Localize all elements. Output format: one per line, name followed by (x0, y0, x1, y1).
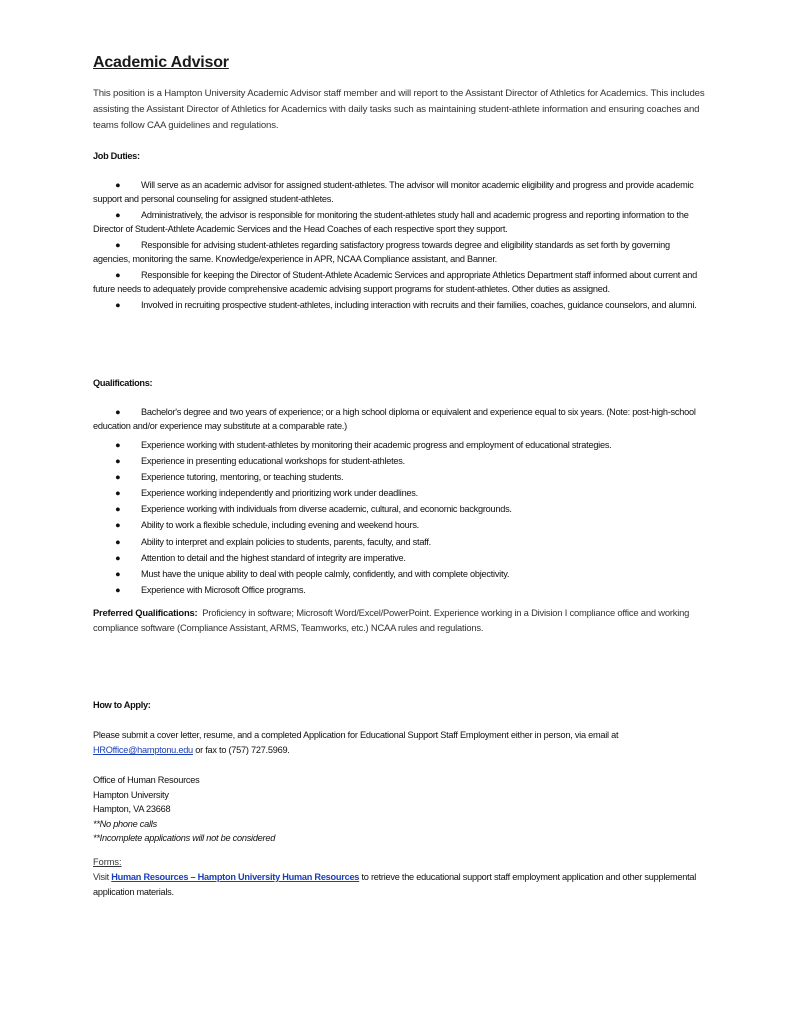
list-item (93, 566, 713, 582)
list-item (93, 485, 713, 501)
list-item (93, 501, 713, 517)
list-item-text: Ability to interpret and explain policies to students, parents, faculty, and staff. (141, 536, 431, 547)
bullet-icon: ● (115, 552, 121, 563)
list-item (93, 517, 713, 533)
bullet-icon: ● (115, 407, 121, 417)
bullet-icon: ● (115, 300, 121, 310)
preferred-qualifications (93, 605, 713, 635)
list-item (93, 405, 705, 433)
forms-lead-text: Visit (93, 872, 109, 882)
bullet-icon: ● (115, 520, 121, 531)
list-item-text: Bachelor's degree and two years of experience; or a high school diploma or equivalent and experience equal to six years. (Note: post-high-school education and/or experience may substitute at a comparable rate.) (93, 407, 696, 431)
list-item-text: Responsible for keeping the Director of Student-Athlete Academic Services and appropriate Athletics Department staff informed about current and future needs to adequately provide comprehensive academic advising support programs for student-athletes. Other duties as assigned. (93, 270, 697, 294)
bullet-icon: ● (115, 180, 121, 190)
list-item-text: Experience working with individuals from diverse academic, cultural, and economic backgrounds. (141, 504, 512, 515)
list-item (93, 178, 705, 206)
forms-text-after: to retrieve the educational support staff employment application and other supplemental application materials. (93, 872, 697, 897)
bullet-icon: ● (115, 536, 121, 547)
list-item-text: Experience working independently and prioritizing work under deadlines. (141, 488, 418, 499)
how-to-apply-heading: How to Apply: (93, 700, 151, 710)
list-item-text: Experience working with student-athletes by monitoring their academic progress and employment of educational strategies. (141, 440, 612, 450)
list-item-text: Involved in recruiting prospective student-athletes, including interaction with recruits and their families, coaches, guidance counselors, and alumni. (141, 300, 697, 310)
address-note: **No phone calls (93, 818, 157, 829)
list-item-text: Must have the unique ability to deal with people calmly, confidently, and with complete objectivity. (141, 568, 510, 579)
list-item-text: Experience tutoring, mentoring, or teaching students. (141, 472, 344, 483)
list-item (93, 268, 705, 296)
bullet-icon: ● (115, 210, 121, 220)
list-item (93, 550, 713, 566)
list-item-text: Ability to work a flexible schedule, including evening and weekend hours. (141, 520, 419, 531)
forms-paragraph (93, 870, 713, 900)
list-item (93, 469, 713, 485)
qualifications-list (93, 437, 713, 598)
list-item (93, 453, 713, 469)
apply-text-after: or fax to (757) 727.5969. (195, 745, 290, 755)
list-item (93, 238, 705, 266)
list-item (93, 298, 705, 312)
intro-paragraph: This position is a Hampton University Academic Advisor staff member and will report to the Assistant Director of Athletics for Academics. This includes assisting the Assistant Director of Athletics for Academics with daily tasks such as maintaining student-athlete information and ensuring coaches and teams follow CAA guidelines and regulations. (93, 88, 705, 131)
list-item (93, 582, 713, 598)
apply-text-before: Please submit a cover letter, resume, and a completed Application for Educational Support Staff Employment either in person, via email at (93, 730, 619, 740)
preferred-qualifications-text: Proficiency in software; Microsoft Word/Excel/PowerPoint. Experience working in a Division I compliance office and working compliance software (Compliance Assistant, ARMS, Teamworks, etc.) NCAA rules and regulations. (93, 607, 690, 633)
qualifications-heading: Qualifications: (93, 378, 153, 388)
list-item-text: Responsible for advising student-athletes regarding satisfactory progress towards degree and eligibility standards as set forth by governing agencies, monitoring the same. Knowledge/experience in APR, NCAA Compliance assistant, and Banner. (93, 240, 670, 264)
list-item-text: Experience with Microsoft Office programs. (141, 584, 306, 595)
bullet-icon: ● (115, 472, 121, 483)
page-title: Academic Advisor (93, 54, 229, 71)
list-item (93, 437, 713, 453)
list-item-text: Administratively, the advisor is responsible for monitoring the student-athletes study hall and academic progress and reporting information to the Director of Student-Athlete Academic Services and the Head Coaches of each respective sport they support. (93, 210, 689, 234)
address-line: Hampton University (93, 789, 169, 800)
bullet-icon: ● (115, 270, 121, 280)
address-note: **Incomplete applications will not be considered (93, 833, 276, 843)
list-item-text: Attention to detail and the highest standard of integrity are imperative. (141, 552, 406, 563)
how-to-apply-paragraph (93, 728, 713, 758)
address-line: Hampton, VA 23668 (93, 804, 171, 814)
bullet-icon: ● (115, 504, 121, 515)
list-item-text: Experience in presenting educational workshops for student-athletes. (141, 456, 405, 467)
bullet-icon: ● (115, 240, 121, 250)
bullet-icon: ● (115, 568, 121, 579)
job-duties-list (93, 178, 705, 314)
list-item-text: Will serve as an academic advisor for assigned student-athletes. The advisor will monitor academic eligibility and progress and provide academic support and personal counseling for assigned student-athletes. (93, 180, 694, 204)
list-item (93, 208, 705, 236)
preferred-qualifications-label: Preferred Qualifications: (93, 607, 198, 618)
bullet-icon: ● (115, 488, 121, 499)
bullet-icon: ● (115, 440, 121, 450)
hr-website-link[interactable]: Human Resources – Hampton University Human Resources (111, 872, 360, 882)
list-item (93, 534, 713, 550)
address-line: Office of Human Resources (93, 775, 200, 785)
forms-heading: Forms: (93, 857, 122, 867)
bullet-icon: ● (115, 456, 121, 467)
job-duties-heading: Job Duties: (93, 151, 140, 161)
hr-email-link[interactable]: HROffice@hamptonu.edu (93, 745, 193, 755)
address-block (93, 773, 275, 846)
bullet-icon: ● (115, 584, 121, 595)
